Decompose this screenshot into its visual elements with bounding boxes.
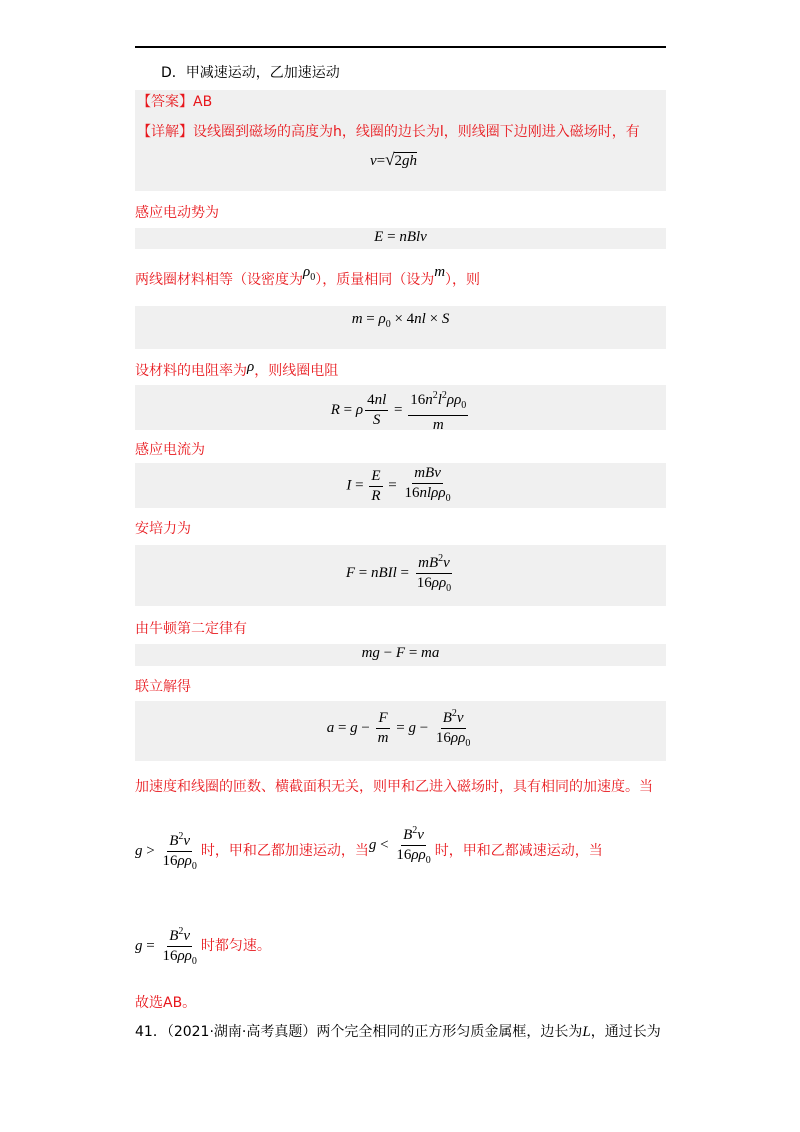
choose-answer: 故选AB。 bbox=[135, 995, 197, 1011]
material-text-a: 两线圈材料相等（设密度为 bbox=[135, 272, 303, 288]
step-conclusion: 加速度和线圈的匝数、横截面积无关，则甲和乙进入磁场时，具有相同的加速度。当 bbox=[135, 779, 653, 795]
detail-text: 设线圈到磁场的高度为h，线圈的边长为l，则线圈下边刚进入磁场时，有 bbox=[193, 124, 640, 140]
formula-mass: $m = \rho_0 \times 4nl \times S$ bbox=[351, 311, 450, 330]
question-tail: ，通过长为 bbox=[590, 1024, 661, 1040]
case-uniform-line: g = $\frac{B^2v}{16\rho\rho_0}$ 时都匀速。 bbox=[135, 923, 271, 970]
answer-line bbox=[137, 92, 212, 112]
material-text-b: ），质量相同（设为 bbox=[315, 272, 435, 288]
detail-label: 【详解】 bbox=[137, 124, 193, 140]
step-solve: 联立解得 bbox=[135, 679, 191, 695]
case2-text: 时，甲和乙都减速运动，当 bbox=[434, 842, 603, 859]
question-number: 41． bbox=[135, 1024, 167, 1040]
detail-line bbox=[137, 122, 640, 142]
formula-current: I = $\frac{E}{R}$ = $\frac{\text{mBv}}{16nl\rho\rho_0}$ bbox=[346, 465, 451, 504]
answer-label: 【答案】 bbox=[137, 94, 193, 110]
formula-acceleration: a = g − $\frac{F}{m}$ = g − $\frac{B^2v}{16\rho\rho_0}$ bbox=[135, 705, 666, 752]
next-question: 41．（2021·湖南·高考真题）两个完全相同的正方形匀质金属框，边长为L，通过长为 bbox=[135, 1024, 661, 1040]
option-d: D．甲减速运动，乙加速运动 bbox=[161, 65, 340, 81]
question-source: （2021·湖南·高考真题） bbox=[166, 1024, 317, 1040]
formula-resistance: R = ρ $\frac{4nl}{S}$ = $\frac{16n^2l^2\rho\rho_0}{m}$ bbox=[135, 387, 666, 434]
case-line: g > $\frac{B^2v}{16\rho\rho_0}$ 时，甲和乙都加速运动，当g < $\frac{B^2v}{16\rho\rho_0}$ 时，甲和乙都减速运动，当 bbox=[135, 828, 603, 875]
answer-value: AB bbox=[193, 94, 213, 110]
resistivity-text: 设材料的电阻率为 bbox=[135, 363, 247, 379]
formula-emf: E = nBlv bbox=[374, 229, 427, 245]
step-material: 两线圈材料相等（设密度为$\rho_0$），质量相同（设为m），则 bbox=[135, 264, 481, 288]
formula-force: F = nBIl = $\frac{mB^2v}{16\rho\rho_0}$ bbox=[135, 550, 666, 597]
formula-velocity: v=√2gh bbox=[370, 150, 417, 169]
material-text-c: ），则 bbox=[445, 272, 481, 288]
case3-text: 时都匀速。 bbox=[200, 937, 271, 954]
formula-newton: mg − F = ma bbox=[361, 645, 440, 661]
step-ampere: 安培力为 bbox=[135, 521, 191, 537]
step-newton: 由牛顿第二定律有 bbox=[135, 621, 247, 637]
header-rule bbox=[135, 46, 666, 48]
step-emf: 感应电动势为 bbox=[135, 205, 219, 221]
question-text: 两个完全相同的正方形匀质金属框，边长为 bbox=[316, 1024, 583, 1040]
case1-text: 时，甲和乙都加速运动，当 bbox=[200, 842, 369, 859]
resistivity-text-b: ，则线圈电阻 bbox=[254, 363, 339, 379]
step-current: 感应电流为 bbox=[135, 442, 205, 458]
step-resistivity: 设材料的电阻率为ρ，则线圈电阻 bbox=[135, 359, 339, 379]
